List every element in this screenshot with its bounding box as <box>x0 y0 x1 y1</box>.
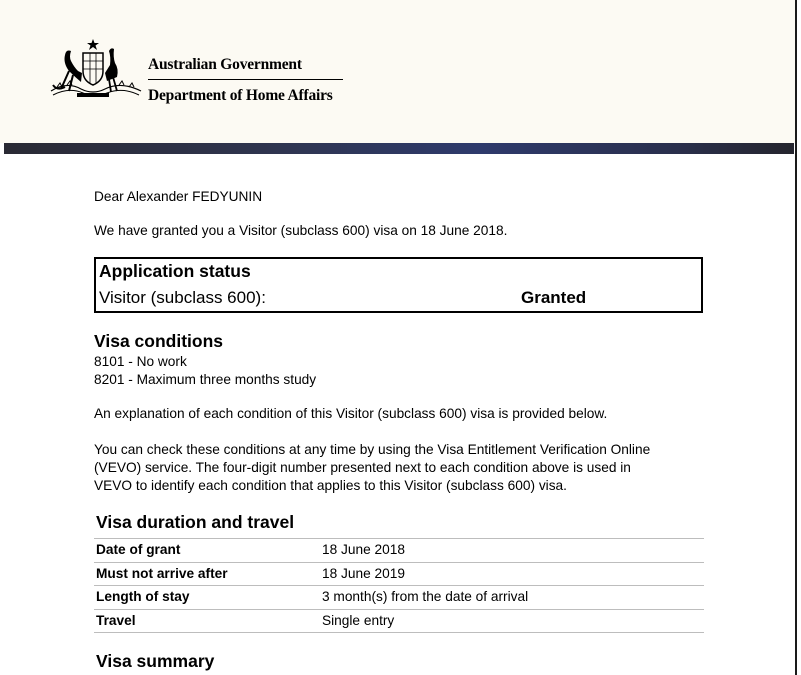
row-value: Single entry <box>322 612 395 628</box>
row-value: 3 month(s) from the date of arrival <box>322 589 529 604</box>
coat-of-arms-icon <box>47 37 147 99</box>
vevo-paragraph-line: You can check these conditions at any time by using the Visa Entitlement Verification Online <box>94 442 651 457</box>
header-divider <box>148 79 343 80</box>
row-label: Length of stay <box>96 589 190 604</box>
vevo-paragraph-line: (VEVO) service. The four-digit number presented next to each condition above is used in <box>94 460 631 475</box>
application-status-box <box>94 257 703 313</box>
condition-item: 8201 - Maximum three months study <box>94 372 317 387</box>
condition-item: 8101 - No work <box>94 354 187 369</box>
row-value: 18 June 2019 <box>322 565 405 581</box>
row-label: Travel <box>96 612 136 628</box>
government-name: Australian Government <box>148 56 302 73</box>
visa-duration-heading: Visa duration and travel <box>96 512 295 532</box>
visa-summary-heading: Visa summary <box>96 651 215 671</box>
table-row <box>94 538 704 563</box>
row-label: Date of grant <box>96 542 181 557</box>
application-status-heading: Application status <box>99 261 251 281</box>
salutation: Dear Alexander FEDYUNIN <box>94 189 263 204</box>
grant-intro: We have granted you a Visitor (subclass 600) visa on 18 June 2018. <box>94 223 508 238</box>
header-stripe <box>4 143 794 154</box>
visa-conditions-heading: Visa conditions <box>94 331 224 351</box>
status-value: Granted <box>521 288 587 307</box>
row-value: 18 June 2018 <box>322 542 405 557</box>
visa-type-label: Visitor (subclass 600): <box>99 288 266 307</box>
vevo-paragraph-line: VEVO to identify each condition that applies to this Visitor (subclass 600) visa. <box>94 478 567 493</box>
page-edge <box>795 0 797 675</box>
conditions-explanation: An explanation of each condition of this Visitor (subclass 600) visa is provided below. <box>94 406 608 421</box>
department-name: Department of Home Affairs <box>148 87 333 104</box>
table-row <box>94 586 704 610</box>
visa-duration-table <box>94 538 704 633</box>
row-label: Must not arrive after <box>96 565 228 581</box>
table-row <box>94 563 704 587</box>
table-row <box>94 610 704 634</box>
